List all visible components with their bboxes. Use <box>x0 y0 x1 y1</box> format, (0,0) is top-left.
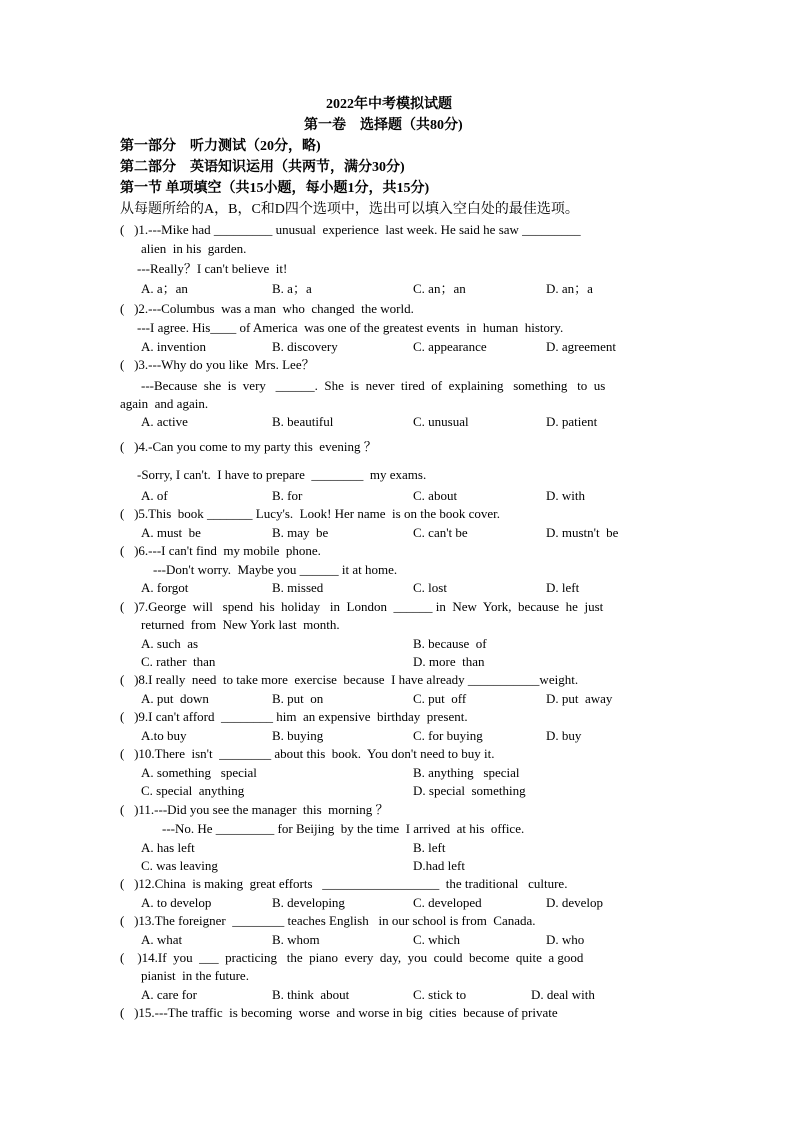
part1-heading: 第一部分 听力测试（20分，略) <box>120 139 321 154</box>
question-8-option-b: B. put on <box>272 691 324 706</box>
question-10-option-d: D. special something <box>413 783 526 798</box>
question-8-option-d: D. put away <box>546 691 613 706</box>
question-5-option-a: A. must be <box>141 525 201 540</box>
question-1-line-2: alien in his garden. <box>141 241 247 256</box>
question-1-option-d: D. an；a <box>546 281 593 296</box>
section1-heading: 第一节 单项填空（共15小题，每小题1分，共15分) <box>120 181 430 196</box>
question-10-line-1: ( )10.There isn't ________ about this book. You don't need to buy it. <box>120 746 495 761</box>
question-14-option-d: D. deal with <box>531 987 595 1002</box>
question-6-option-b: B. missed <box>272 580 324 595</box>
question-4-option-a: A. of <box>141 488 168 503</box>
question-6-option-c: C. lost <box>413 580 447 595</box>
question-10-option-b: B. anything special <box>413 765 520 780</box>
question-13-option-c: C. which <box>413 932 460 947</box>
question-2-line-2: ---I agree. His____ of America was one of the greatest events in human history. <box>137 320 564 335</box>
instruction-text: 从每题所给的A，B，C和D四个选项中，选出可以填入空白处的最佳选项。 <box>120 202 579 217</box>
question-1-line-3: ---Really？I can't believe it! <box>137 261 288 276</box>
question-3-option-d: D. patient <box>546 414 598 429</box>
question-7-line-1: ( )7.George will spend his holiday in London ______ in New York, because he just <box>120 599 604 614</box>
question-2-option-a: A. invention <box>141 339 206 354</box>
question-7-line-2: returned from New York last month. <box>141 617 340 632</box>
question-7-option-b: B. because of <box>413 636 487 651</box>
question-14-line-1: ( )14.If you ___ practicing the piano every day, you could become quite a good <box>120 950 584 965</box>
question-4-line-2: -Sorry, I can't. I have to prepare ________ my exams. <box>137 467 427 482</box>
question-11-option-a: A. has left <box>141 840 195 855</box>
question-3-line-1: ( )3.---Why do you like Mrs. Lee？ <box>120 357 315 372</box>
question-4-option-d: D. with <box>546 488 585 503</box>
question-8-option-c: C. put off <box>413 691 467 706</box>
question-13-option-a: A. what <box>141 932 183 947</box>
question-3-line-3: again and again. <box>120 396 209 411</box>
question-1-option-a: A. a；an <box>141 281 188 296</box>
question-10-option-c: C. special anything <box>141 783 245 798</box>
question-12-option-a: A. to develop <box>141 895 212 910</box>
question-9-option-a: A.to buy <box>141 728 187 743</box>
question-14-line-2: pianist in the future. <box>141 968 249 983</box>
question-3-option-b: B. beautiful <box>272 414 334 429</box>
question-13-option-d: D. who <box>546 932 585 947</box>
question-5-line-1: ( )5.This book _______ Lucy's. Look! Her name is on the book cover. <box>120 506 500 521</box>
question-14-option-c: C. stick to <box>413 987 467 1002</box>
question-14-option-b: B. think about <box>272 987 350 1002</box>
question-11-line-2: ---No. He _________ for Beijing by the time I arrived at his office. <box>162 821 525 836</box>
question-2-line-1: ( )2.---Columbus was a man who changed the world. <box>120 301 414 316</box>
question-9-option-b: B. buying <box>272 728 324 743</box>
question-11-option-b: B. left <box>413 840 446 855</box>
question-8-line-1: ( )8.I really need to take more exercise because I have already ___________weight. <box>120 672 579 687</box>
question-1-line-1: ( )1.---Mike had _________ unusual experience last week. He said he saw _________ <box>120 222 581 237</box>
question-9-line-1: ( )9.I can't afford ________ him an expensive birthday present. <box>120 709 468 724</box>
question-7-option-a: A. such as <box>141 636 199 651</box>
question-2-option-b: B. discovery <box>272 339 338 354</box>
question-11-option-c: C. was leaving <box>141 858 218 873</box>
question-8-option-a: A. put down <box>141 691 209 706</box>
question-11-option-d: D.had left <box>413 858 465 873</box>
question-14-option-a: A. care for <box>141 987 197 1002</box>
question-15-line-1: ( )15.---The traffic is becoming worse and worse in big cities because of private <box>120 1005 558 1020</box>
question-10-option-a: A. something special <box>141 765 257 780</box>
question-9-option-c: C. for buying <box>413 728 483 743</box>
question-6-option-d: D. left <box>546 580 580 595</box>
question-6-line-2: ---Don't worry. Maybe you ______ it at home. <box>153 562 398 577</box>
question-5-option-b: B. may be <box>272 525 329 540</box>
question-7-option-c: C. rather than <box>141 654 216 669</box>
question-12-option-c: C. developed <box>413 895 482 910</box>
question-5-option-d: D. mustn't be <box>546 525 619 540</box>
question-4-option-c: C. about <box>413 488 458 503</box>
question-4-option-b: B. for <box>272 488 303 503</box>
question-1-option-c: C. an；an <box>413 281 466 296</box>
exam-subtitle: 第一卷 选择题（共80分) <box>304 118 463 133</box>
question-9-option-d: D. buy <box>546 728 582 743</box>
question-12-option-b: B. developing <box>272 895 345 910</box>
question-13-line-1: ( )13.The foreigner ________ teaches English in our school is from Canada. <box>120 913 536 928</box>
question-11-line-1: ( )11.---Did you see the manager this morning ？ <box>120 802 389 817</box>
question-3-option-a: A. active <box>141 414 188 429</box>
question-1-option-b: B. a；a <box>272 281 312 296</box>
question-12-option-d: D. develop <box>546 895 604 910</box>
question-13-option-b: B. whom <box>272 932 320 947</box>
question-2-option-c: C. appearance <box>413 339 487 354</box>
question-5-option-c: C. can't be <box>413 525 468 540</box>
question-3-line-2: ---Because she is very ______. She is never tired of explaining something to us <box>141 378 606 393</box>
question-6-line-1: ( )6.---I can't find my mobile phone. <box>120 543 321 558</box>
question-4-line-1: ( )4.-Can you come to my party this evening ？ <box>120 439 377 454</box>
question-3-option-c: C. unusual <box>413 414 469 429</box>
question-2-option-d: D. agreement <box>546 339 617 354</box>
question-7-option-d: D. more than <box>413 654 485 669</box>
exam-title: 2022年中考模拟试题 <box>326 97 452 112</box>
question-12-line-1: ( )12.China is making great efforts __________________ the traditional culture. <box>120 876 568 891</box>
question-6-option-a: A. forgot <box>141 580 189 595</box>
part2-heading: 第二部分 英语知识运用（共两节，满分30分) <box>120 160 405 175</box>
